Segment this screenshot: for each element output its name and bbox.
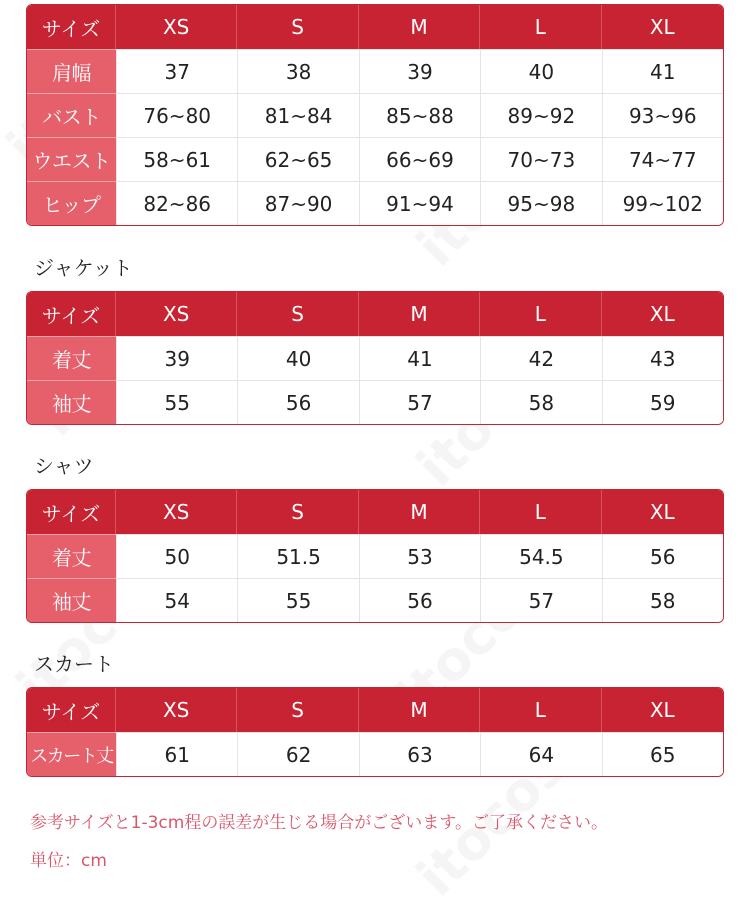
- header-m: M: [359, 292, 480, 336]
- table-row: [27, 181, 723, 225]
- row-label: 着丈: [27, 336, 116, 380]
- table-cell: 82~86: [116, 181, 237, 225]
- header-m: M: [359, 688, 480, 732]
- header-xs: XS: [116, 292, 237, 336]
- header-xl: XL: [602, 688, 723, 732]
- header-xs: XS: [116, 688, 237, 732]
- table-cell: 37: [116, 49, 237, 93]
- table-cell: 76~80: [116, 93, 237, 137]
- table-cell: 57: [359, 380, 480, 424]
- jacket-size-table: [26, 291, 724, 425]
- skirt-section-title: スカート: [34, 652, 114, 676]
- header-l: L: [480, 5, 601, 49]
- row-label: ヒップ: [27, 181, 116, 225]
- table-cell: 58: [602, 578, 723, 622]
- table-cell: 61: [116, 732, 237, 776]
- table-cell: 64: [480, 732, 601, 776]
- table-row: [27, 336, 723, 380]
- header-xs: XS: [116, 5, 237, 49]
- table-cell: 40: [237, 336, 358, 380]
- table-cell: 65: [602, 732, 723, 776]
- table-cell: 74~77: [602, 137, 723, 181]
- table-cell: 56: [602, 534, 723, 578]
- header-size: サイズ: [27, 292, 116, 336]
- table-cell: 50: [116, 534, 237, 578]
- shirt-size-table: [26, 489, 724, 623]
- unit-note: 単位：cm: [30, 851, 107, 871]
- table-cell: 38: [237, 49, 358, 93]
- header-l: L: [480, 688, 601, 732]
- header-s: S: [237, 688, 358, 732]
- table-cell: 59: [602, 380, 723, 424]
- row-label: 袖丈: [27, 380, 116, 424]
- table-cell: 89~92: [480, 93, 601, 137]
- table-header-row: [27, 292, 723, 336]
- table-row: [27, 137, 723, 181]
- row-label: バスト: [27, 93, 116, 137]
- table-cell: 81~84: [237, 93, 358, 137]
- body-size-table: [26, 4, 724, 226]
- header-xs: XS: [116, 490, 237, 534]
- table-cell: 40: [480, 49, 601, 93]
- row-label: ウエスト: [27, 137, 116, 181]
- table-cell: 62: [237, 732, 358, 776]
- table-cell: 53: [359, 534, 480, 578]
- table-cell: 42: [480, 336, 601, 380]
- table-row: [27, 93, 723, 137]
- header-xl: XL: [602, 5, 723, 49]
- header-m: M: [359, 490, 480, 534]
- table-cell: 85~88: [359, 93, 480, 137]
- table-row: [27, 534, 723, 578]
- table-cell: 56: [237, 380, 358, 424]
- table-cell: 56: [359, 578, 480, 622]
- table-cell: 70~73: [480, 137, 601, 181]
- header-l: L: [480, 292, 601, 336]
- table-cell: 58: [480, 380, 601, 424]
- table-cell: 51.5: [237, 534, 358, 578]
- table-row: [27, 380, 723, 424]
- header-size: サイズ: [27, 5, 116, 49]
- table-cell: 55: [237, 578, 358, 622]
- table-cell: 99~102: [602, 181, 723, 225]
- table-cell: 39: [116, 336, 237, 380]
- header-s: S: [237, 490, 358, 534]
- table-row: [27, 49, 723, 93]
- jacket-section-title: ジャケット: [34, 256, 133, 280]
- table-cell: 39: [359, 49, 480, 93]
- table-cell: 91~94: [359, 181, 480, 225]
- row-label: 着丈: [27, 534, 116, 578]
- header-xl: XL: [602, 292, 723, 336]
- table-cell: 43: [602, 336, 723, 380]
- header-l: L: [480, 490, 601, 534]
- table-header-row: [27, 5, 723, 49]
- table-cell: 41: [359, 336, 480, 380]
- header-size: サイズ: [27, 490, 116, 534]
- skirt-size-table: [26, 687, 724, 777]
- table-cell: 55: [116, 380, 237, 424]
- table-cell: 93~96: [602, 93, 723, 137]
- table-row: [27, 732, 723, 776]
- row-label: スカート丈: [27, 732, 116, 776]
- table-header-row: [27, 688, 723, 732]
- table-cell: 54: [116, 578, 237, 622]
- table-cell: 54.5: [480, 534, 601, 578]
- header-size: サイズ: [27, 688, 116, 732]
- table-header-row: [27, 490, 723, 534]
- header-s: S: [237, 292, 358, 336]
- disclaimer-note: 参考サイズと1-3cm程の誤差が生じる場合がございます。ご了承ください。: [30, 813, 608, 833]
- shirt-section-title: シャツ: [34, 454, 94, 478]
- table-cell: 62~65: [237, 137, 358, 181]
- table-cell: 95~98: [480, 181, 601, 225]
- table-cell: 57: [480, 578, 601, 622]
- table-cell: 41: [602, 49, 723, 93]
- row-label: 袖丈: [27, 578, 116, 622]
- table-row: [27, 578, 723, 622]
- header-m: M: [359, 5, 480, 49]
- table-cell: 58~61: [116, 137, 237, 181]
- header-s: S: [237, 5, 358, 49]
- table-cell: 63: [359, 732, 480, 776]
- table-cell: 87~90: [237, 181, 358, 225]
- row-label: 肩幅: [27, 49, 116, 93]
- header-xl: XL: [602, 490, 723, 534]
- table-cell: 66~69: [359, 137, 480, 181]
